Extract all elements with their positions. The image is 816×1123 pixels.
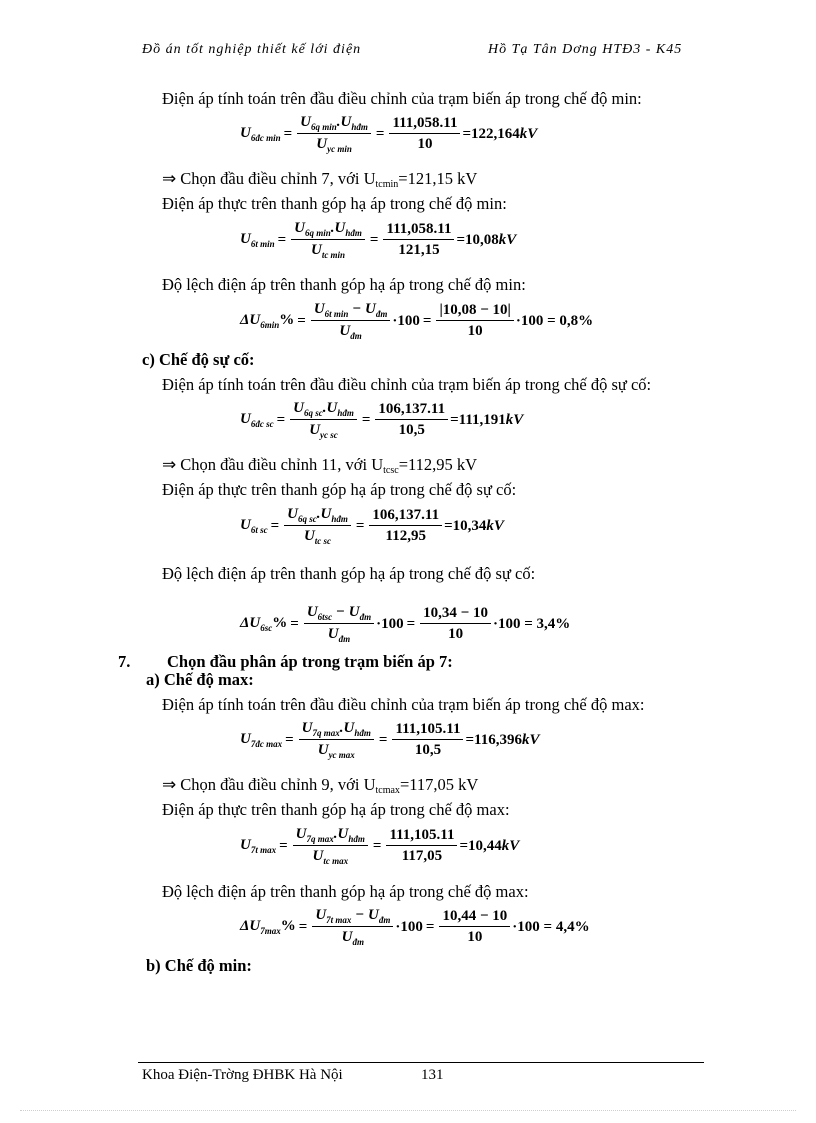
s6sc-equation-3: $\Delta U_{6sc}\%$ = $\frac{U_{6tsc} - U_{đm}}{U_{đm}}$ ·100 = $\frac{10,34 - 10}{10}$ ·100 = 3,4%: [240, 604, 571, 644]
s6min-text-2: Điện áp thực trên thanh góp hạ áp trong chế độ min:: [162, 194, 507, 213]
implies-arrow-icon: ⇒: [162, 169, 177, 189]
page-edge-dotted-line: [20, 1110, 796, 1111]
s7max-text-2: Điện áp thực trên thanh góp hạ áp trong chế độ max:: [162, 800, 510, 819]
s6sc-heading: c) Chế độ sự cố:: [142, 350, 255, 369]
s7max-equation-2: $U_{7t max}$ = $\frac{U_{7q max}.U_{hđm}}{U_{tc max}}$ = $\frac{111,105.11}{117,05}$ =10,44 kV: [240, 826, 520, 866]
s6min-choose-tap: ⇒ Chọn đầu điều chỉnh 7, với Utcmin=121,15 kV: [162, 169, 478, 190]
s7-max-heading: a) Chế độ max:: [146, 670, 254, 689]
s6sc-equation-2: $U_{6t sc}$ = $\frac{U_{6q sc}.U_{hđm}}{U_{tc sc}}$ = $\frac{106,137.11}{112,95}$ =10,34 kV: [240, 506, 504, 546]
s7max-text-1: Điện áp tính toán trên đầu điều chỉnh của trạm biến áp trong chế độ max:: [162, 695, 645, 714]
s6sc-text-1: Điện áp tính toán trên đầu điều chỉnh của trạm biến áp trong chế độ sự cố:: [162, 375, 652, 394]
implies-arrow-icon: ⇒: [162, 455, 177, 475]
s7-title: Chọn đầu phân áp trong trạm biến áp 7:: [167, 652, 453, 671]
s6min-text-1: Điện áp tính toán trên đầu điều chỉnh của trạm biến áp trong chế độ min:: [162, 89, 642, 108]
s6sc-text-2: Điện áp thực trên thanh góp hạ áp trong chế độ sự cố:: [162, 480, 517, 499]
s6min-equation-2: $U_{6t min}$ = $\frac{U_{6q min}.U_{hđm}}{U_{tc min}}$ = $\frac{111,058.11}{121,15}$ =10,08 kV: [240, 220, 517, 260]
s6min-equation-3: $\Delta U_{6min}\%$ = $\frac{U_{6t min} - U_{đm}}{U_{đm}}$ ·100 = $\frac{|10,08 - 10|}{10}$ ·100 = 0,8%: [240, 301, 594, 341]
s6min-text-3: Độ lệch điện áp trên thanh góp hạ áp trong chế độ min:: [162, 275, 526, 294]
s6sc-text-3: Độ lệch điện áp trên thanh góp hạ áp trong chế độ sự cố:: [162, 564, 536, 583]
s7-min-heading: b) Chế độ min:: [146, 956, 252, 975]
footer-left: Khoa Điện-Trờng ĐHBK Hà Nội: [142, 1067, 343, 1083]
s7max-equation-3: $\Delta U_{7max}\%$ = $\frac{U_{7t max} - U_{đm}}{U_{đm}}$ ·100 = $\frac{10,44 - 10}{10}$ ·100 = 4,4%: [240, 907, 590, 947]
s7-number: 7.: [118, 652, 131, 671]
s6sc-choose-tap: ⇒ Chọn đầu điều chỉnh 11, với Utcsc=112,95 kV: [162, 455, 478, 476]
s7max-choose-tap: ⇒ Chọn đầu điều chỉnh 9, với Utcmax=117,05 kV: [162, 775, 479, 796]
implies-arrow-icon: ⇒: [162, 775, 177, 795]
s6min-equation-1: $U_{6đc min}$ = $\frac{U_{6q min}.U_{hđm}}{U_{yc min}}$ = $\frac{111,058.11}{10}$ =122,164 kV: [240, 114, 538, 154]
s7max-equation-1: $U_{7đc max}$ = $\frac{U_{7q max}.U_{hđm}}{U_{yc max}}$ = $\frac{111,105.11}{10,5}$ =116,396 kV: [240, 720, 540, 760]
footer-rule: [138, 1062, 704, 1063]
footer-page-number: 131: [421, 1067, 444, 1083]
header-left: Đồ án tốt nghiệp thiết kế lới điện: [142, 42, 362, 57]
header-right: Hồ Tạ Tân Dơng HTĐ3 - K45: [488, 42, 683, 57]
s6sc-equation-1: $U_{6đc sc}$ = $\frac{U_{6q sc}.U_{hđm}}{U_{yc sc}}$ = $\frac{106,137.11}{10,5}$ =111,191 kV: [240, 400, 524, 440]
s7max-text-3: Độ lệch điện áp trên thanh góp hạ áp trong chế độ max:: [162, 882, 529, 901]
